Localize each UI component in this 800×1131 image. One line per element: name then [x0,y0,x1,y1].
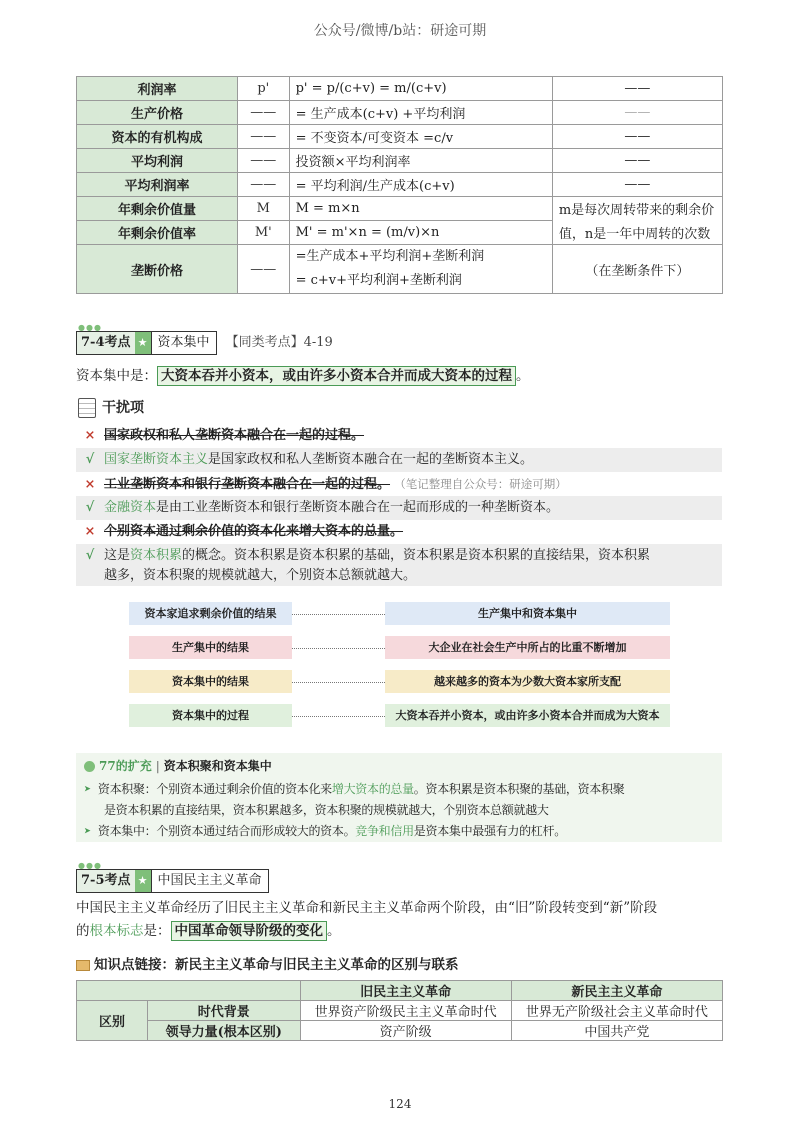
definition-highlight: 大资本吞并小资本，或由许多小资本合并而成大资本的过程 [157,366,516,386]
flow-left-box: 资本集中的结果 [129,670,292,693]
note-cell: —— [552,77,722,101]
column-header: 旧民主主义革命 [300,981,511,1001]
kp-heading [76,331,333,355]
related-kp: 【同类考点】4-19 [225,335,333,350]
table-row [77,1021,723,1041]
definition-prefix: 资本集中是： [76,368,157,384]
table-row [77,221,723,245]
flow-connector [292,614,385,616]
distractor-item [76,496,722,520]
formula-table [76,76,723,294]
row-label: 领导力量(根本区别) [148,1021,301,1041]
flow-right-box: 大企业在社会生产中所占的比重不断增加 [385,636,670,659]
separator: | [155,759,160,773]
table-cell: 资产阶级 [300,1021,511,1041]
star-icon: ★ [135,332,151,354]
flow-left-box: 资本家追求剩余价值的结果 [129,602,292,625]
cross-icon: × [84,524,96,539]
note-cell: —— [552,101,722,125]
paragraph: 中国民主主义革命经历了旧民主主义革命和新民主主义革命两个阶段，由“旧”阶段转变到“新”阶段 [76,900,658,916]
note-cell: —— [552,173,722,197]
decor-dots: ●●● [78,861,102,870]
item-text: 越多，资本积聚的规模就越大，个别资本总额就越大。 [104,568,417,583]
table-header-row [77,981,723,1001]
kp-title: 资本集中 [151,332,216,354]
table-row [77,197,723,221]
cross-icon: × [84,428,96,443]
check-icon: √ [85,548,95,563]
item-text: 是国家政权和私人垄断资本融合在一起的垄断资本主义。 [208,452,534,467]
symbol-cell: —— [237,149,289,173]
note-cell: —— [552,125,722,149]
term-highlight: 根本标志 [89,923,144,939]
notes-icon [78,398,96,418]
table-row [77,77,723,101]
check-icon: √ [85,452,95,467]
definition-line [76,364,530,384]
note-cell: —— [552,149,722,173]
table-cell: 世界无产阶级社会主义革命时代 [511,1001,722,1021]
wrong-text: 国家政权和私人垄断资本融合在一起的过程。 [104,428,365,443]
definition-highlight: 中国革命领导阶级的变化 [171,921,328,941]
extension-line: 是资本积累的直接结果，资本积累越多，资本积聚的规模就越大，个别资本总额就越大 [104,803,549,817]
triangle-icon: ➤ [84,782,91,796]
page-number: 124 [388,1097,412,1111]
table-cell: 中国共产党 [511,1021,722,1041]
item-text: 是由工业垄断资本和银行垄断资本融合在一起而形成的一种垄断资本。 [156,500,560,515]
extension-heading [84,757,272,774]
formula-cell: = 生产成本(c+v) +平均利润 [289,101,552,125]
book-icon [76,960,90,971]
wrong-text: 工业垄断资本和银行垄断资本融合在一起的过程。 [104,477,391,492]
ext-text: 是资本集中最强有力的杠杆。 [413,824,566,838]
note-cell: 值，n是一年中周转的次数 [552,221,722,245]
ext-highlight: 增大资本的总量 [331,782,414,796]
term-highlight: 金融资本 [104,500,157,515]
text: 是： [143,923,171,939]
link-heading [76,953,459,973]
symbol-cell: M' [237,221,289,245]
flow-connector [292,716,385,718]
term-highlight: 国家垄断资本主义 [104,452,209,467]
symbol-cell: —— [237,173,289,197]
formula-cell: = 不变资本/可变资本 =c/v [289,125,552,149]
table-row [77,173,723,197]
term-highlight: 资本积累 [130,548,183,563]
ext-highlight: 竞争和信用 [355,824,414,838]
flow-right-box: 越来越多的资本为少数大资本家所支配 [385,670,670,693]
extension-tag: 77的扩充 [99,759,152,773]
formula-line: =生产成本+平均利润+垄断利润 [295,249,485,264]
formula-cell: M' = m'×n = (m/v)×n [289,221,552,245]
flow-connector [292,648,385,650]
check-icon: √ [85,500,95,515]
page-header: 公众号/微博/b站：研途可期 [313,23,487,39]
flow-connector [292,682,385,684]
formula-cell [289,245,552,294]
kp-heading [76,869,269,893]
ext-text: 。资本积累是资本积聚的基础，资本积聚 [413,782,625,796]
term-cell: 利润率 [77,77,238,101]
table-row [77,245,723,294]
kp-label: 7-5考点 [77,870,135,892]
term-cell: 生产价格 [77,101,238,125]
kp-tag [76,869,269,893]
link-title: 知识点链接：新民主主义革命与旧民主主义革命的区别与联系 [94,957,459,973]
extension-title: 资本积聚和资本集中 [163,759,272,773]
symbol-cell: —— [237,101,289,125]
table-cell: 世界资产阶级民主主义革命时代 [300,1001,511,1021]
ext-text: 资本积聚：个别资本通过剩余价值的资本化来 [97,782,332,796]
pin-icon [84,761,95,772]
cross-icon: × [84,477,96,492]
kp-label: 7-4考点 [77,332,135,354]
formula-cell: 投资额×平均利润率 [289,149,552,173]
distractor-item [76,424,722,448]
formula-cell: = 平均利润/生产成本(c+v) [289,173,552,197]
note-cell: m是每次周转带来的剩余价 [552,197,722,221]
formula-cell: M = m×n [289,197,552,221]
star-icon: ★ [135,870,151,892]
flow-left-box: 资本集中的过程 [129,704,292,727]
term-cell: 平均利润率 [77,173,238,197]
flow-right-box: 生产集中和资本集中 [385,602,670,625]
text: 。 [327,923,341,939]
decor-dots: ●●● [78,323,102,332]
distractor-item [76,448,722,472]
group-label: 区别 [77,1001,148,1041]
table-row [77,125,723,149]
paragraph [76,919,341,939]
formula-cell: p' = p/(c+v) = m/(c+v) [289,77,552,101]
extension-line [84,822,566,839]
item-text: 这是 [104,548,131,563]
flow-right-box: 大资本吞并小资本，或由许多小资本合并而成为大资本 [385,704,670,727]
triangle-icon: ➤ [84,824,91,838]
empty-header [77,981,301,1001]
column-header: 新民主主义革命 [511,981,722,1001]
symbol-cell: —— [237,245,289,294]
wrong-text: 个别资本通过剩余价值的资本化来增大资本的总量。 [104,524,404,539]
symbol-cell: —— [237,125,289,149]
distractor-heading [78,397,144,418]
formula-line: = c+v+平均利润+垄断利润 [295,273,462,288]
symbol-cell: M [237,197,289,221]
row-label: 时代背景 [148,1001,301,1021]
extension-line [84,780,624,797]
comparison-table [76,980,723,1041]
table-row [77,149,723,173]
term-cell: 平均利润 [77,149,238,173]
ext-text: 资本集中：个别资本通过结合而形成较大的资本。 [97,824,356,838]
term-cell: 年剩余价值量 [77,197,238,221]
table-row [77,1001,723,1021]
definition-suffix: 。 [516,368,530,384]
distractor-item [76,520,722,544]
kp-tag [76,331,217,355]
flow-left-box: 生产集中的结果 [129,636,292,659]
text: 的 [76,923,90,939]
symbol-cell: p' [237,77,289,101]
item-text: 的概念。资本积累是资本积累的基础，资本积累是资本积累的直接结果，资本积累 [182,548,651,563]
source-note: （笔记整理自公众号：研途可期） [400,477,567,491]
distractor-item [76,472,722,496]
kp-title: 中国民主主义革命 [151,870,268,892]
table-row [77,101,723,125]
distractor-item [76,544,722,586]
term-cell: 垄断价格 [77,245,238,294]
distractor-title: 干扰项 [102,400,144,416]
term-cell: 资本的有机构成 [77,125,238,149]
note-cell: （在垄断条件下） [552,245,722,294]
term-cell: 年剩余价值率 [77,221,238,245]
